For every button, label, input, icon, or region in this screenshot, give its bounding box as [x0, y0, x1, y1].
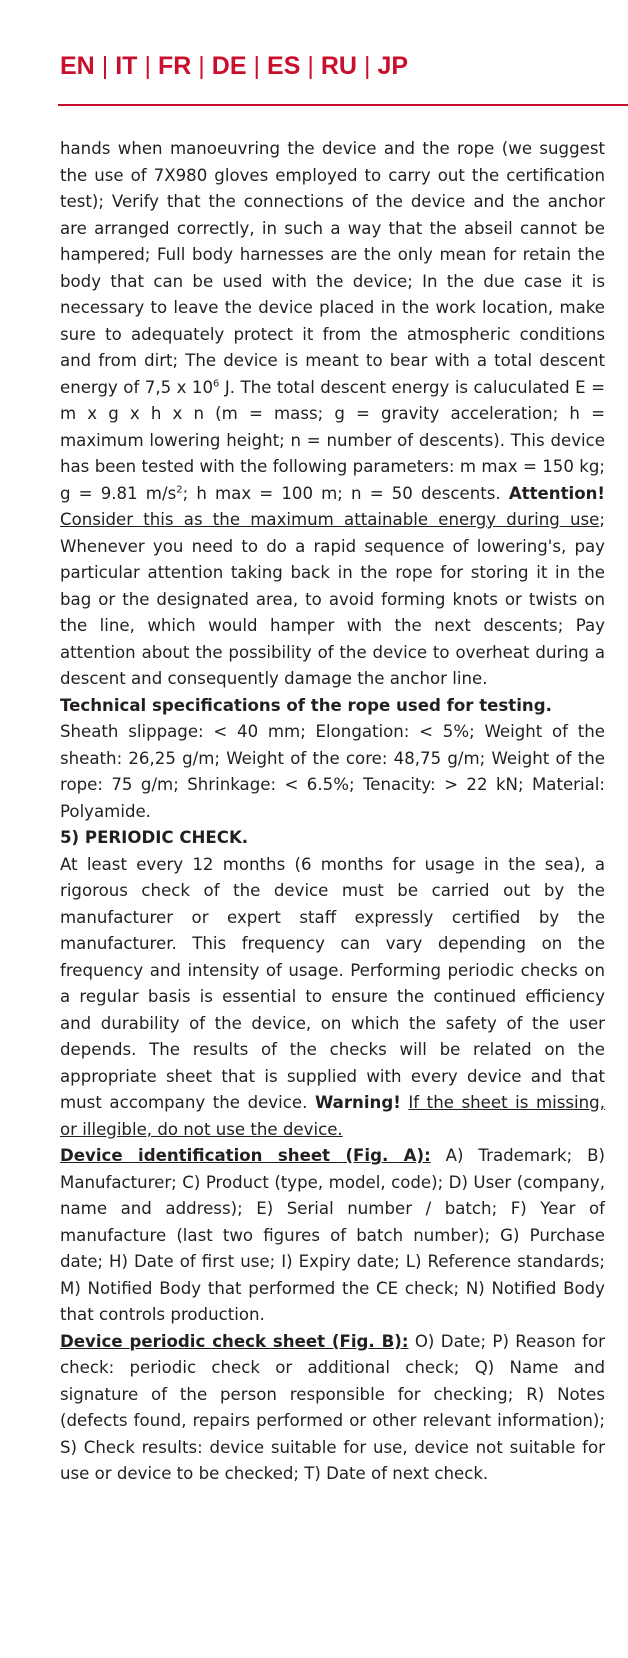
text-run: At least every 12 months (6 months for usage in the sea), a rigorous check of the device must be carried out by the manufacturer or expert staff expressly certified by the manufacturer. This frequency can vary depending on the frequency and intensity of usage. Performing periodic checks on a regular basis is essential to ensure the continued efficiency and durability of the device, on which the safety of the user depends. The results of the checks will be related on the appropriate sheet that is supplied with every device and that must accompany the device.	[60, 854, 605, 1112]
lang-separator: |	[253, 52, 261, 80]
text-run: ; Whenever you need to do a rapid sequence of lowering's, pay particular attention taking back in the rope for storing it in the bag or the designated area, to avoid forming knots or twists on the line, which would hamper with the next descents; Pay attention about the possibility of the device to overheat during a descent and consequently damage the anchor line.	[60, 510, 605, 688]
attention-label: Attention!	[508, 483, 605, 503]
text-run: J. The total descent energy is caluculated E = m x g x h x n (m = mass; g = gravity acceleration; h = maximum lowering height; n = number of descents). This device has been tested with the following parameters: m max = 150 kg; g = 9.81 m/s	[60, 377, 605, 503]
periodic-check-paragraph	[60, 852, 605, 1144]
document-body	[60, 136, 605, 1488]
lang-it[interactable]: IT	[115, 52, 138, 80]
lang-separator: |	[307, 52, 314, 80]
safety-paragraph	[60, 136, 605, 693]
check-sheet-paragraph	[60, 1329, 605, 1488]
identification-sheet-label: Device identification sheet (Fig. A):	[60, 1146, 431, 1165]
lang-separator: |	[363, 52, 371, 80]
lang-separator: |	[144, 52, 151, 80]
lang-de[interactable]: DE	[211, 52, 247, 80]
lang-es[interactable]: ES	[267, 52, 301, 80]
lang-fr[interactable]: FR	[157, 52, 192, 80]
identification-sheet-paragraph	[60, 1143, 605, 1329]
language-selector	[60, 52, 408, 81]
text-run: O) Date; P) Reason for check: periodic check or additional check; Q) Name and signature of the person responsible for checking; R) Notes (defects found, repairs performed or other relevant information); S) Check results: device suitable for use, device not suitable for use or device to be checked; T) Date of next check.	[60, 1331, 605, 1483]
lang-separator: |	[101, 52, 109, 80]
superscript: 6	[213, 377, 220, 389]
check-sheet-label: Device periodic check sheet (Fig. B):	[60, 1331, 409, 1351]
text-run: A) Trademark; B) Manufacturer; C) Product (type, model, code); D) User (company, name and address); E) Serial number / batch; F) Year of manufacture (last two figures of batch number); G) Purchase date; H) Date of first use; I) Expiry date; L) Reference standards; M) Notified Body that performed the CE check; N) Notified Body that controls production.	[60, 1146, 605, 1324]
lang-separator: |	[198, 52, 205, 80]
lang-ru[interactable]: RU	[320, 52, 357, 80]
superscript: 2	[176, 483, 183, 495]
text-run: hands when manoeuvring the device and the rope (we suggest the use of 7X980 gloves employed to carry out the certification test); Verify that the connections of the device and the anchor are arranged correctly, in such a way that the abseil cannot be hampered; Full body harnesses are the only mean for retain the body that can be used with the device; In the due case it is necessary to leave the device placed in the work location, make sure to adequately protect it from the atmospheric conditions and from dirt; The device is meant to bear with a total descent energy of 7,5 x 10	[60, 139, 605, 397]
warning-text: If the sheet is missing, or illegible, do not use the device.	[60, 1093, 605, 1139]
tech-spec-text: Sheath slippage: < 40 mm; Elongation: < 5%; Weight of the sheath: 26,25 g/m; Weight of the core: 48,75 g/m; Weight of the rope: 75 g/m; Shrinkage: < 6.5%; Tenacity: > 22 kN; Material: Polyamide.	[60, 722, 605, 821]
lang-en[interactable]: EN	[60, 52, 95, 80]
header-divider	[58, 104, 628, 106]
lang-jp[interactable]: JP	[377, 52, 409, 80]
warning-label: Warning!	[314, 1093, 401, 1112]
tech-spec-heading: Technical specifications of the rope used for testing.	[60, 695, 552, 715]
text-run: ; h max = 100 m; n = 50 descents.	[182, 483, 509, 503]
section-5-heading: 5) PERIODIC CHECK.	[60, 828, 249, 847]
attention-text: Consider this as the maximum attainable energy during use	[60, 510, 600, 529]
